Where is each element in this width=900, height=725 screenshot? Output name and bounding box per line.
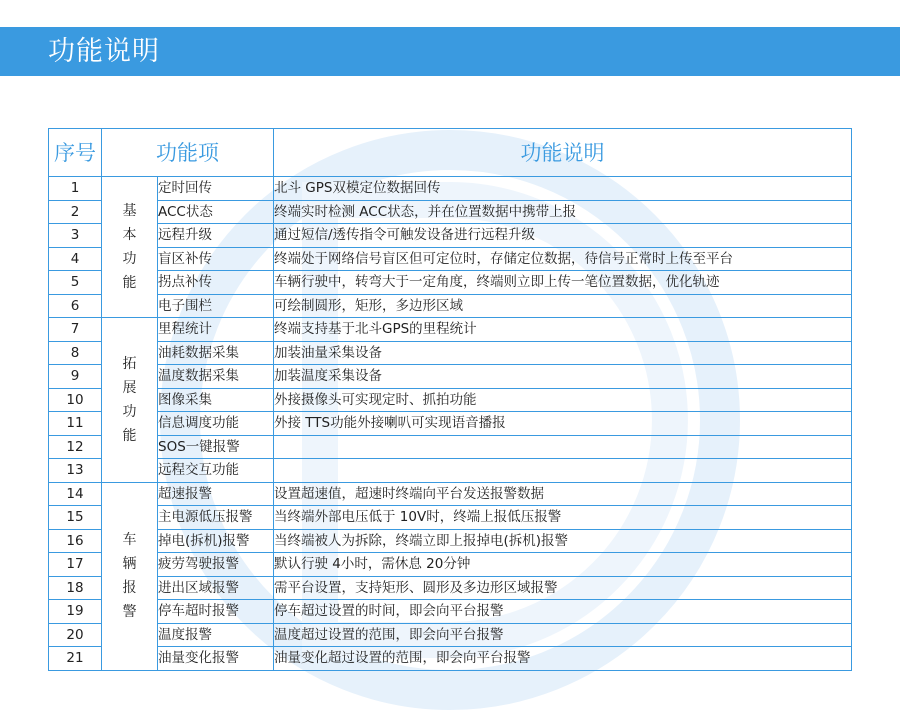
row-number: 13	[49, 459, 102, 483]
function-description: 终端实时检测 ACC状态，并在位置数据中携带上报	[274, 200, 852, 224]
function-description: 终端处于网络信号盲区但可定位时，存储定位数据，待信号正常时上传至平台	[274, 247, 852, 271]
function-description: 通过短信/透传指令可触发设备进行远程升级	[274, 224, 852, 248]
function-description: 需平台设置，支持矩形、圆形及多边形区域报警	[274, 576, 852, 600]
function-description: 北斗 GPS双模定位数据回传	[274, 177, 852, 201]
row-number: 12	[49, 435, 102, 459]
row-number: 3	[49, 224, 102, 248]
function-description: 加装温度采集设备	[274, 365, 852, 389]
table-row	[49, 200, 852, 224]
function-description: 外接摄像头可实现定时、抓拍功能	[274, 388, 852, 412]
table-row	[49, 435, 852, 459]
function-item: 进出区域报警	[158, 576, 274, 600]
table-row	[49, 365, 852, 389]
page-title: 功能说明	[48, 36, 160, 67]
function-item: ACC状态	[158, 200, 274, 224]
row-number: 14	[49, 482, 102, 506]
function-item: 图像采集	[158, 388, 274, 412]
category-char: 功	[122, 251, 137, 267]
function-description	[274, 459, 852, 483]
function-item: 信息调度功能	[158, 412, 274, 436]
function-item: 定时回传	[158, 177, 274, 201]
row-number: 7	[49, 318, 102, 342]
table-row	[49, 647, 852, 671]
row-number: 21	[49, 647, 102, 671]
function-description: 加装油量采集设备	[274, 341, 852, 365]
header-num: 序号	[49, 129, 102, 177]
function-description: 当终端外部电压低于 10V时，终端上报低压报警	[274, 506, 852, 530]
table-row	[49, 294, 852, 318]
row-number: 10	[49, 388, 102, 412]
function-item: 温度报警	[158, 623, 274, 647]
table-row	[49, 247, 852, 271]
row-number: 18	[49, 576, 102, 600]
table-row	[49, 553, 852, 577]
table-row	[49, 177, 852, 201]
function-item: 疲劳驾驶报警	[158, 553, 274, 577]
category-char: 辆	[122, 556, 137, 572]
function-item: 拐点补传	[158, 271, 274, 295]
function-description: 可绘制圆形，矩形，多边形区域	[274, 294, 852, 318]
table-row	[49, 576, 852, 600]
table-row	[49, 506, 852, 530]
row-number: 20	[49, 623, 102, 647]
table-row	[49, 412, 852, 436]
function-description: 油量变化超过设置的范围，即会向平台报警	[274, 647, 852, 671]
category-char: 报	[122, 580, 137, 596]
row-number: 17	[49, 553, 102, 577]
row-number: 11	[49, 412, 102, 436]
category-char: 能	[122, 427, 137, 444]
function-description: 设置超速值，超速时终端向平台发送报警数据	[274, 482, 852, 506]
table-row	[49, 600, 852, 624]
function-item: 远程交互功能	[158, 459, 274, 483]
header-desc: 功能说明	[274, 129, 852, 177]
table-row	[49, 388, 852, 412]
table-row	[49, 623, 852, 647]
table-row	[49, 271, 852, 295]
row-number: 8	[49, 341, 102, 365]
category-cell	[102, 177, 158, 318]
table-row	[49, 224, 852, 248]
category-char: 拓	[122, 355, 137, 372]
row-number: 16	[49, 529, 102, 553]
category-char: 警	[122, 604, 137, 620]
function-item: 里程统计	[158, 318, 274, 342]
category-cell	[102, 318, 158, 483]
row-number: 15	[49, 506, 102, 530]
row-number: 5	[49, 271, 102, 295]
category-char: 能	[122, 275, 137, 291]
table-row	[49, 482, 852, 506]
row-number: 6	[49, 294, 102, 318]
row-number: 9	[49, 365, 102, 389]
function-item: 主电源低压报警	[158, 506, 274, 530]
function-description: 温度超过设置的范围，即会向平台报警	[274, 623, 852, 647]
header-bar	[0, 27, 900, 76]
function-description: 默认行驶 4小时，需休息 20分钟	[274, 553, 852, 577]
row-number: 1	[49, 177, 102, 201]
table-row	[49, 318, 852, 342]
header-item: 功能项	[102, 129, 274, 177]
row-number: 19	[49, 600, 102, 624]
table-row	[49, 529, 852, 553]
function-description: 终端支持基于北斗GPS的里程统计	[274, 318, 852, 342]
function-item: 电子围栏	[158, 294, 274, 318]
category-cell	[102, 482, 158, 670]
function-item: 掉电(拆机)报警	[158, 529, 274, 553]
function-description	[274, 435, 852, 459]
category-char: 基	[122, 203, 137, 219]
function-table	[48, 128, 852, 671]
function-item: 盲区补传	[158, 247, 274, 271]
table-header-row	[49, 129, 852, 177]
table-row	[49, 459, 852, 483]
table-row	[49, 341, 852, 365]
function-item: 油量变化报警	[158, 647, 274, 671]
function-item: 油耗数据采集	[158, 341, 274, 365]
category-char: 功	[122, 403, 137, 420]
category-char: 本	[122, 227, 137, 243]
function-item: 远程升级	[158, 224, 274, 248]
function-description: 外接 TTS功能外接喇叭可实现语音播报	[274, 412, 852, 436]
row-number: 2	[49, 200, 102, 224]
function-item: 温度数据采集	[158, 365, 274, 389]
function-item: 停车超时报警	[158, 600, 274, 624]
function-item: SOS一键报警	[158, 435, 274, 459]
function-description: 当终端被人为拆除，终端立即上报掉电(拆机)报警	[274, 529, 852, 553]
category-char: 展	[122, 379, 137, 396]
row-number: 4	[49, 247, 102, 271]
function-description: 停车超过设置的时间，即会向平台报警	[274, 600, 852, 624]
category-char: 车	[122, 532, 137, 548]
function-description: 车辆行驶中，转弯大于一定角度，终端则立即上传一笔位置数据，优化轨迹	[274, 271, 852, 295]
function-item: 超速报警	[158, 482, 274, 506]
